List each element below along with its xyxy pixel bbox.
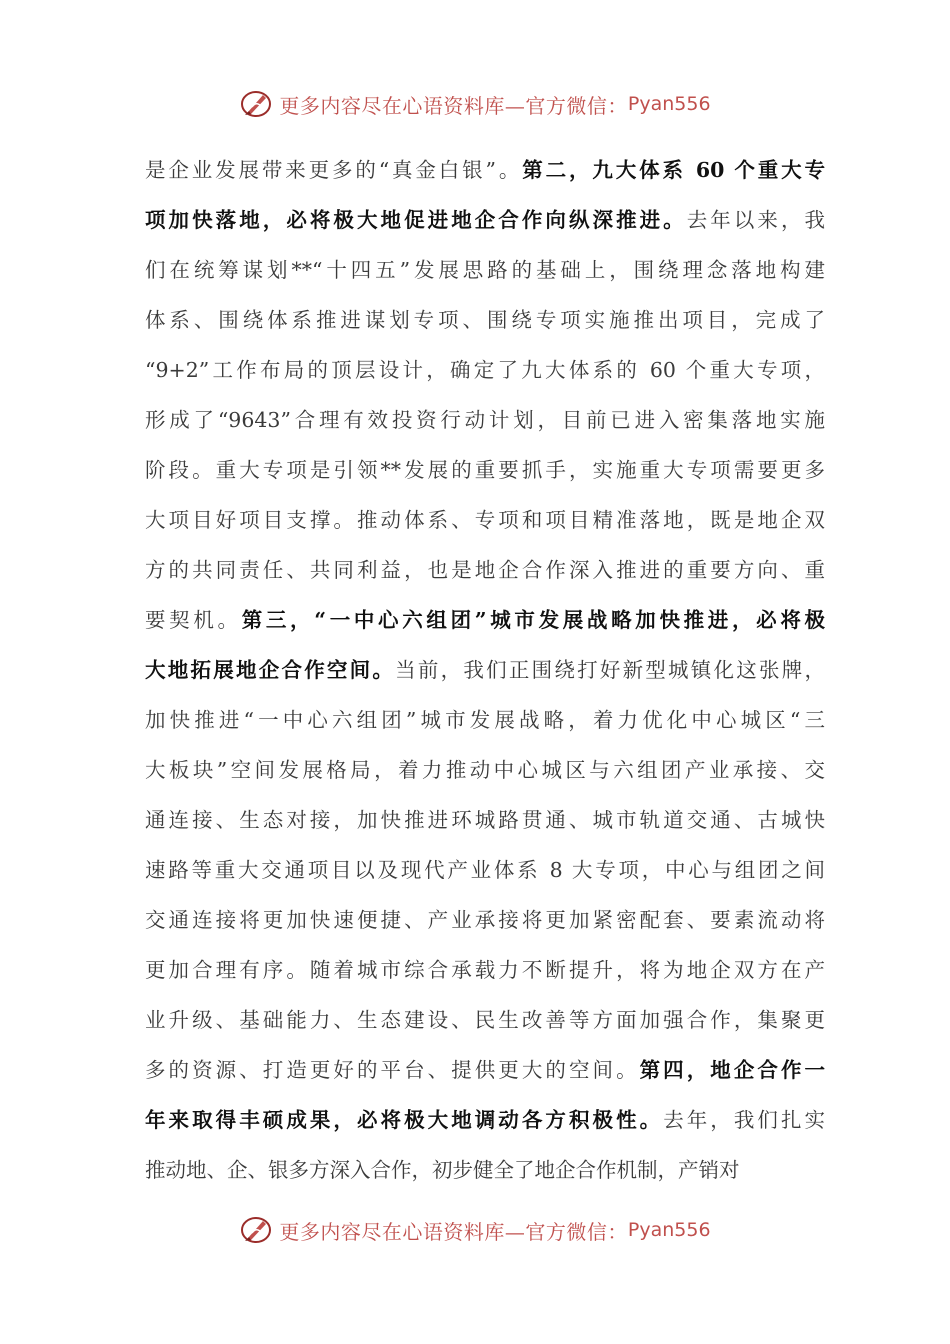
text-line: [145, 395, 825, 445]
bold-text-segment: 年来取得丰硕成果，必将极大地调动各方积极性。: [145, 1108, 664, 1132]
text-segment: 当前，我们正围绕打好新型城镇化这张牌，: [395, 658, 825, 682]
footer-wechat-id: Pyan556: [627, 1219, 711, 1241]
text-segment: “9+2”工作布局的顶层设计，确定了九大体系的 60 个重大专项，: [145, 358, 825, 382]
text-segment: 更加合理有序。随着城市综合承载力不断提升，将为地企双方在产: [145, 958, 825, 982]
text-segment: 们在统筹谋划**“十四五”发展思路的基础上，围绕理念落地构建: [145, 258, 825, 282]
text-segment: 形成了“9643”合理有效投资行动计划，目前已进入密集落地实施: [145, 408, 825, 432]
bold-text-segment: 大地拓展地企合作空间。: [145, 658, 396, 682]
bold-text-segment: 第四，地企合作一: [639, 1058, 825, 1082]
header-banner-text: 更多内容尽在心语资料库—官方微信：: [279, 93, 628, 118]
text-segment: 去年，我们扎实: [663, 1108, 826, 1132]
bold-text-segment: 第二，九大体系 60 个重大专: [522, 158, 825, 182]
text-segment: 要契机。: [145, 608, 242, 632]
document-body: [145, 145, 825, 1195]
header-wechat-id: Pyan556: [627, 93, 711, 115]
bold-text-segment: 项加快落地，必将极大地促进地企合作向纵深推进。: [145, 208, 687, 232]
header-banner: [0, 84, 950, 124]
text-segment: 推动地、企、银多方深入合作，初步健全了地企合作机制，产销对: [145, 1158, 740, 1182]
text-line: [145, 845, 825, 895]
text-line: [145, 995, 825, 1045]
text-segment: 速路等重大交通项目以及现代产业体系 8 大专项，中心与组团之间: [145, 858, 825, 882]
text-line: [145, 145, 825, 195]
text-line: [145, 895, 825, 945]
text-line: [145, 495, 825, 545]
text-line: [145, 745, 825, 795]
footer-banner: [0, 1210, 950, 1250]
text-segment: 加快推进“一中心六组团”城市发展战略，着力优化中心城区“三: [145, 708, 825, 732]
text-segment: 通连接、生态对接，加快推进环城路贯通、城市轨道交通、古城快: [145, 808, 825, 832]
text-line: [145, 695, 825, 745]
pen-logo-icon: [239, 1213, 273, 1247]
text-segment: 多的资源、打造更好的平台、提供更大的空间。: [145, 1058, 640, 1082]
text-line: [145, 195, 825, 245]
text-line: [145, 1045, 825, 1095]
text-line: [145, 1145, 825, 1195]
text-segment: 去年以来，我: [686, 208, 826, 232]
text-segment: 大板块”空间发展格局，着力推动中心城区与六组团产业承接、交: [145, 758, 825, 782]
bold-text-segment: 第三，“一中心六组团”城市发展战略加快推进，必将极: [241, 608, 825, 632]
text-line: [145, 945, 825, 995]
text-line: [145, 345, 825, 395]
text-line: [145, 1095, 825, 1145]
text-line: [145, 645, 825, 695]
text-segment: 大项目好项目支撑。推动体系、专项和项目精准落地，既是地企双: [145, 508, 825, 532]
text-segment: 是企业发展带来更多的“真金白银”。: [145, 158, 523, 182]
text-line: [145, 595, 825, 645]
text-segment: 方的共同责任、共同利益，也是地企合作深入推进的重要方向、重: [145, 558, 825, 582]
text-segment: 交通连接将更加快速便捷、产业承接将更加紧密配套、要素流动将: [145, 908, 825, 932]
text-segment: 体系、围绕体系推进谋划专项、围绕专项实施推出项目，完成了: [145, 308, 825, 332]
text-line: [145, 445, 825, 495]
footer-banner-text: 更多内容尽在心语资料库—官方微信：: [279, 1219, 628, 1244]
text-line: [145, 545, 825, 595]
text-line: [145, 295, 825, 345]
pen-logo-icon: [239, 87, 273, 121]
text-line: [145, 795, 825, 845]
text-line: [145, 245, 825, 295]
text-segment: 阶段。重大专项是引领**发展的重要抓手，实施重大专项需要更多: [145, 458, 825, 482]
text-segment: 业升级、基础能力、生态建设、民生改善等方面加强合作，集聚更: [145, 1008, 825, 1032]
